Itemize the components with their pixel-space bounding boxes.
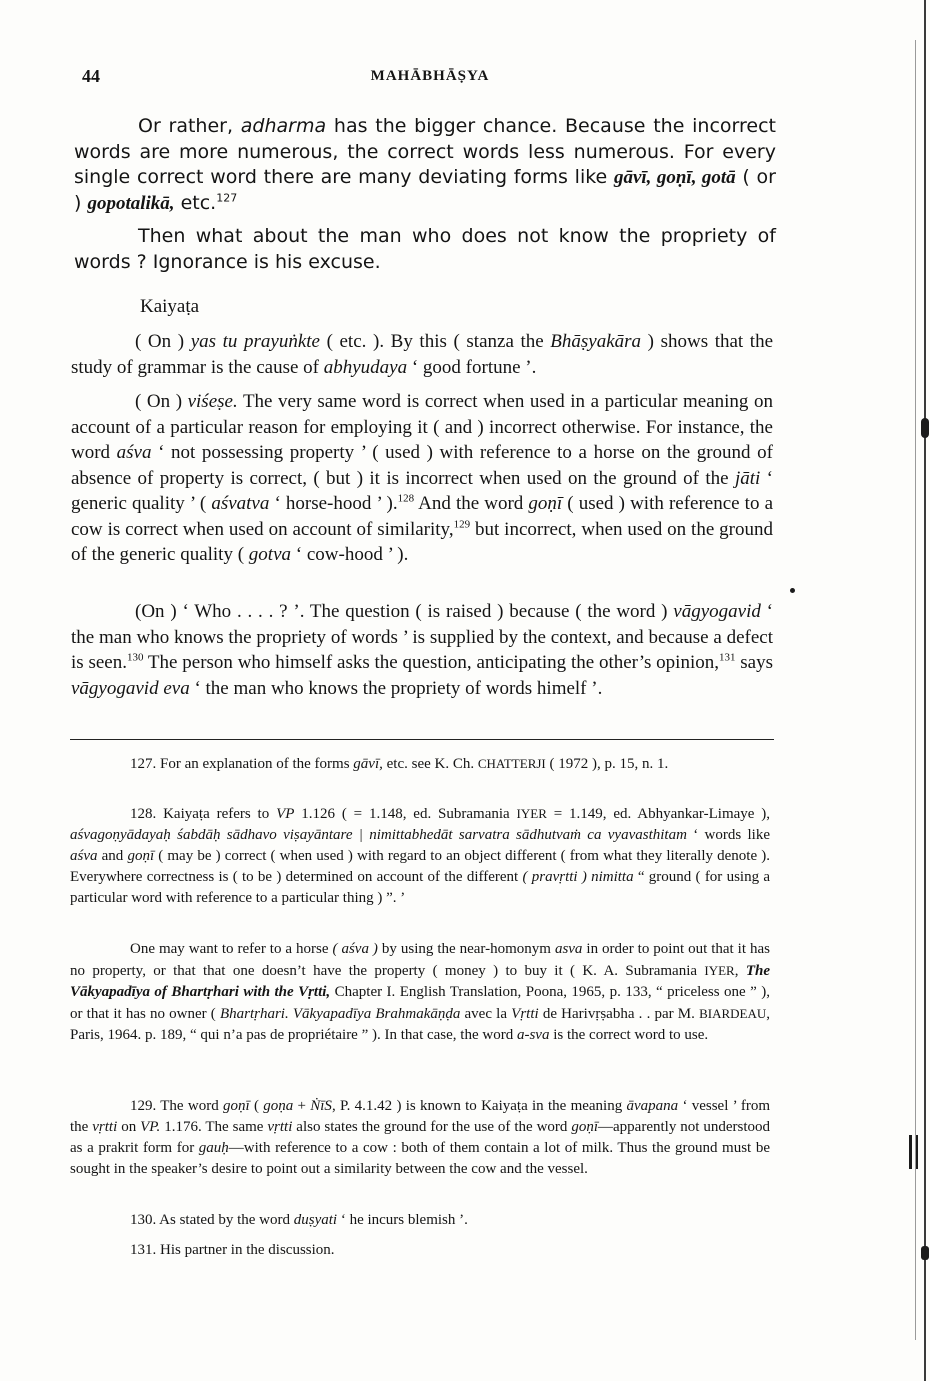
section-heading-kaiyata: Kaiyaṭa (140, 296, 200, 317)
footnote-129: 129. The word goṇī ( goṇa + ṄīS, P. 4.1.42 ) is known to Kaiyaṭa in the meaning āvapana ‘ vessel ’ from the vṛtti on VP. 1.176. The same vṛtti also states the ground for the use of the word goṇī—apparently not understood as a prakrit form for gauḥ—with reference to a cow : both of them contain a lot of milk. Thus the ground must be sought in the speaker’s desire to point out a similarity between the cow and the vessel. (70, 1098, 770, 1177)
paragraph-visese: ( On ) viśeṣe. The very same word is correct when used in a particular meaning on account of a particular reason for employing it ( and ) incorrect otherwise. For instance, the word aśva ‘ not possessing property ’ ( used ) with reference to a horse on the ground of absence of property is correct, ( but ) it is incorrect when used on the ground of the jāti ‘ generic quality ’ ( aśvatva ‘ horse-hood ’ ).$^{128}$ And the word goṇī ( used ) with reference to a cow is correct when used on account of similarity,$^{129}$ but incorrect, when used on the ground of the generic quality ( gotva ‘ cow-hood ’ ). (71, 391, 774, 565)
paragraph-adharma: Or rather, adharma has the bigger chance. Because the incorrect words are more numerous, the correct words less numerous. For every single correct word there are many deviating forms like gāvī, goṇī, gotā ( or ) gopotalikā, etc.$^{127}$ (74, 115, 776, 214)
scan-mark (921, 418, 929, 438)
footnote-130: 130. As stated by the word duṣyati ‘ he incurs blemish ’. (130, 1212, 468, 1228)
running-title: MAHĀBHĀṢYA (370, 68, 490, 84)
paragraph-yas-tu: ( On ) yas tu prayuṅkte ( etc. ). By this ( stanza the Bhāṣyakāra ) shows that the study of grammar is the cause of abhyudaya ‘ good fortune ’. (71, 331, 773, 378)
footnote-128-continued: One may want to refer to a horse ( aśva ) by using the near-homonym asva in order to point out that it has no property, or that that one doesn’t have the property ( money ) to buy it ( K. A. Subramania IYER, The Vākyapadīya of Bhartṛhari with the Vṛtti, Chapter I. English Translation, Poona, 1965, p. 133, “ priceless one ” ), or that it has no owner ( Bhartṛhari. Vākyapadīya Brahmakāṇḍa avec la Vṛtti de Harivṛṣabha . . par M. BIARDEAU, Paris, 1964. p. 189, “ qui n’a pas de propriétaire ” ). In that case, the word a-sva is the correct word to use. (70, 941, 771, 1043)
scan-mark (916, 1135, 918, 1169)
footnote-131: 131. His partner in the discussion. (130, 1242, 335, 1258)
scan-mark (790, 588, 795, 593)
footnote-128: 128. Kaiyaṭa refers to VP 1.126 ( = 1.148, ed. Subramania IYER = 1.149, ed. Abhyankar-Limaye ), aśvagoṇyādayaḥ śabdāḥ sādhavo viṣayāntare | nimittabhedāt sarvatra sādhutvaṁ ca vyavasthitam ‘ words like aśva and goṇī ( may be ) correct ( when used ) with regard to an object different ( from what they literally denote ). Everywhere correctness is ( to be ) determined on account of the different ( pravṛtti ) nimitta “ ground ( for using a particular word with reference to a particular thing ) ”. ’ (70, 806, 771, 906)
paragraph-ignorance: Then what about the man who does not know the propriety of words ? Ignorance is his excuse. (74, 225, 776, 273)
footnote-127: 127. For an explanation of the forms gāvī, etc. see K. Ch. CHATTERJI ( 1972 ), p. 15, n. 1. (130, 756, 669, 772)
scan-mark (921, 1246, 929, 1260)
page-number: 44 (82, 66, 100, 86)
scan-mark (909, 1135, 912, 1169)
page-edge-line (924, 0, 926, 1381)
paragraph-who: (On ) ‘ Who . . . . ? ’. The question ( is raised ) because ( the word ) vāgyogavid ‘ the man who knows the propriety of words ’ is supplied by the context, and because a defect is seen.$^{130}$ The person who himself asks the question, anticipating the other’s opinion,$^{131}$ says vāgyogavid eva ‘ the man who knows the propriety of words himelf ’. (71, 601, 773, 699)
footnote-separator (70, 739, 774, 740)
